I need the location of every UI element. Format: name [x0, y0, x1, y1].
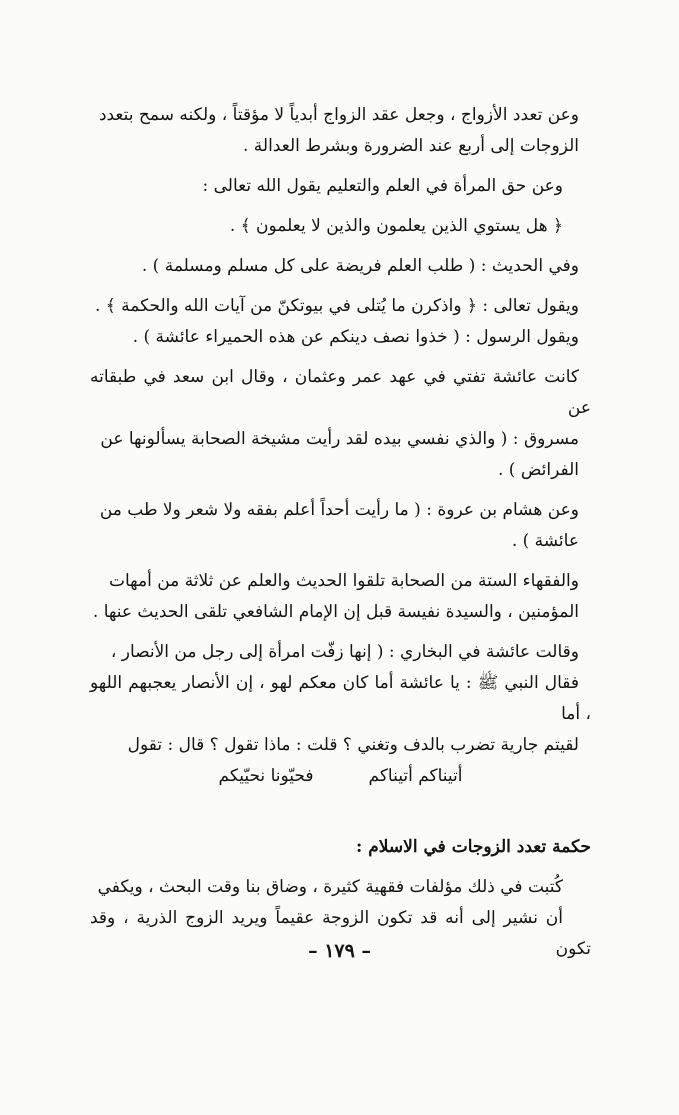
- text-line: وفي الحديث : ( طلب العلم فريضة على كل مسلم ومسلمة ) .: [141, 256, 579, 276]
- poem-hemistich-left: فحيّونا نحيّيكم: [218, 766, 314, 786]
- text-line: أن نشير إلى أنه قد تكون الزوجة عقيماً ويريد الزوج الذرية ، وقد تكون: [90, 908, 591, 959]
- section-heading: حكمة تعدد الزوجات في الاسلام :: [356, 837, 591, 857]
- text-line: المؤمنين ، والسيدة نفيسة قبل إن الإمام الشافعي تلقى الحديث عنها .: [92, 602, 579, 622]
- text-line: وقالت عائشة في البخاري : ( إنها زفّت امرأة إلى رجل من الأنصار ،: [110, 642, 579, 662]
- paragraph-aisha-fatwa: [90, 362, 591, 486]
- text-line: لقيتم جارية تضرب بالدف وتغني ؟ قلت : ماذا تقول ؟ قال : تقول: [127, 735, 579, 755]
- paragraph-fuqaha: [90, 566, 591, 628]
- text-line: الفرائض ) .: [497, 460, 579, 480]
- text-line: كُتبت في ذلك مؤلفات فقهية كثيرة ، وضاق بنا وقت البحث ، ويكفي: [97, 877, 563, 897]
- text-line: والفقهاء الستة من الصحابة تلقوا الحديث والعلم عن ثلاثة من أمهات: [108, 571, 579, 591]
- paragraph-hadith-1: [90, 251, 591, 282]
- paragraph-verse-2: [90, 291, 591, 353]
- paragraph-2: [90, 171, 591, 202]
- text-line: ﴿ هل يستوي الذين يعلمون والذين لا يعلمون ﴾ .: [229, 216, 563, 236]
- text-line: وعن تعدد الأزواج ، وجعل عقد الزواج أبدياً لا مؤقتاً ، ولكنه سمح بتعدد: [98, 105, 579, 125]
- text-line: ويقول تعالى : ﴿ واذكرن ما يُتلى في بيوتكنّ من آيات الله والحكمة ﴾ .: [95, 296, 579, 316]
- text-line: الزوجات إلى أربع عند الضرورة وبشرط العدالة .: [243, 136, 579, 156]
- paragraph-bukhari: [90, 637, 591, 761]
- paragraph-hisham: [90, 495, 591, 557]
- text-line: عائشة ) .: [511, 531, 579, 551]
- poem-hemistich-right: أتيناكم أتيناكم: [368, 766, 463, 786]
- paragraph-1: [90, 100, 591, 162]
- text-line: وعن حق المرأة في العلم والتعليم يقول الله تعالى :: [202, 176, 563, 196]
- page-body: [90, 100, 591, 965]
- text-line: فقال النبي ﷺ : يا عائشة أما كان معكم لهو ، إن الأنصار يعجبهم اللهو ، أما: [90, 673, 591, 724]
- text-line: كانت عائشة تفتي في عهد عمر وعثمان ، وقال ابن سعد في طبقاته عن: [90, 367, 591, 418]
- text-line: ويقول الرسول : ( خذوا نصف دينكم عن هذه الحميراء عائشة ) .: [132, 327, 579, 347]
- quran-verse-1: [90, 211, 591, 242]
- text-line: وعن هشام بن عروة : ( ما رأيت أحداً أعلم بفقه ولا شعر ولا طب من: [99, 500, 579, 520]
- poem-verse: [90, 761, 591, 792]
- text-line: مسروق : ( والذي نفسي بيده لقد رأيت مشيخة الصحابة يسألونها عن: [100, 429, 579, 449]
- page-number: – ١٧٩ –: [308, 940, 371, 962]
